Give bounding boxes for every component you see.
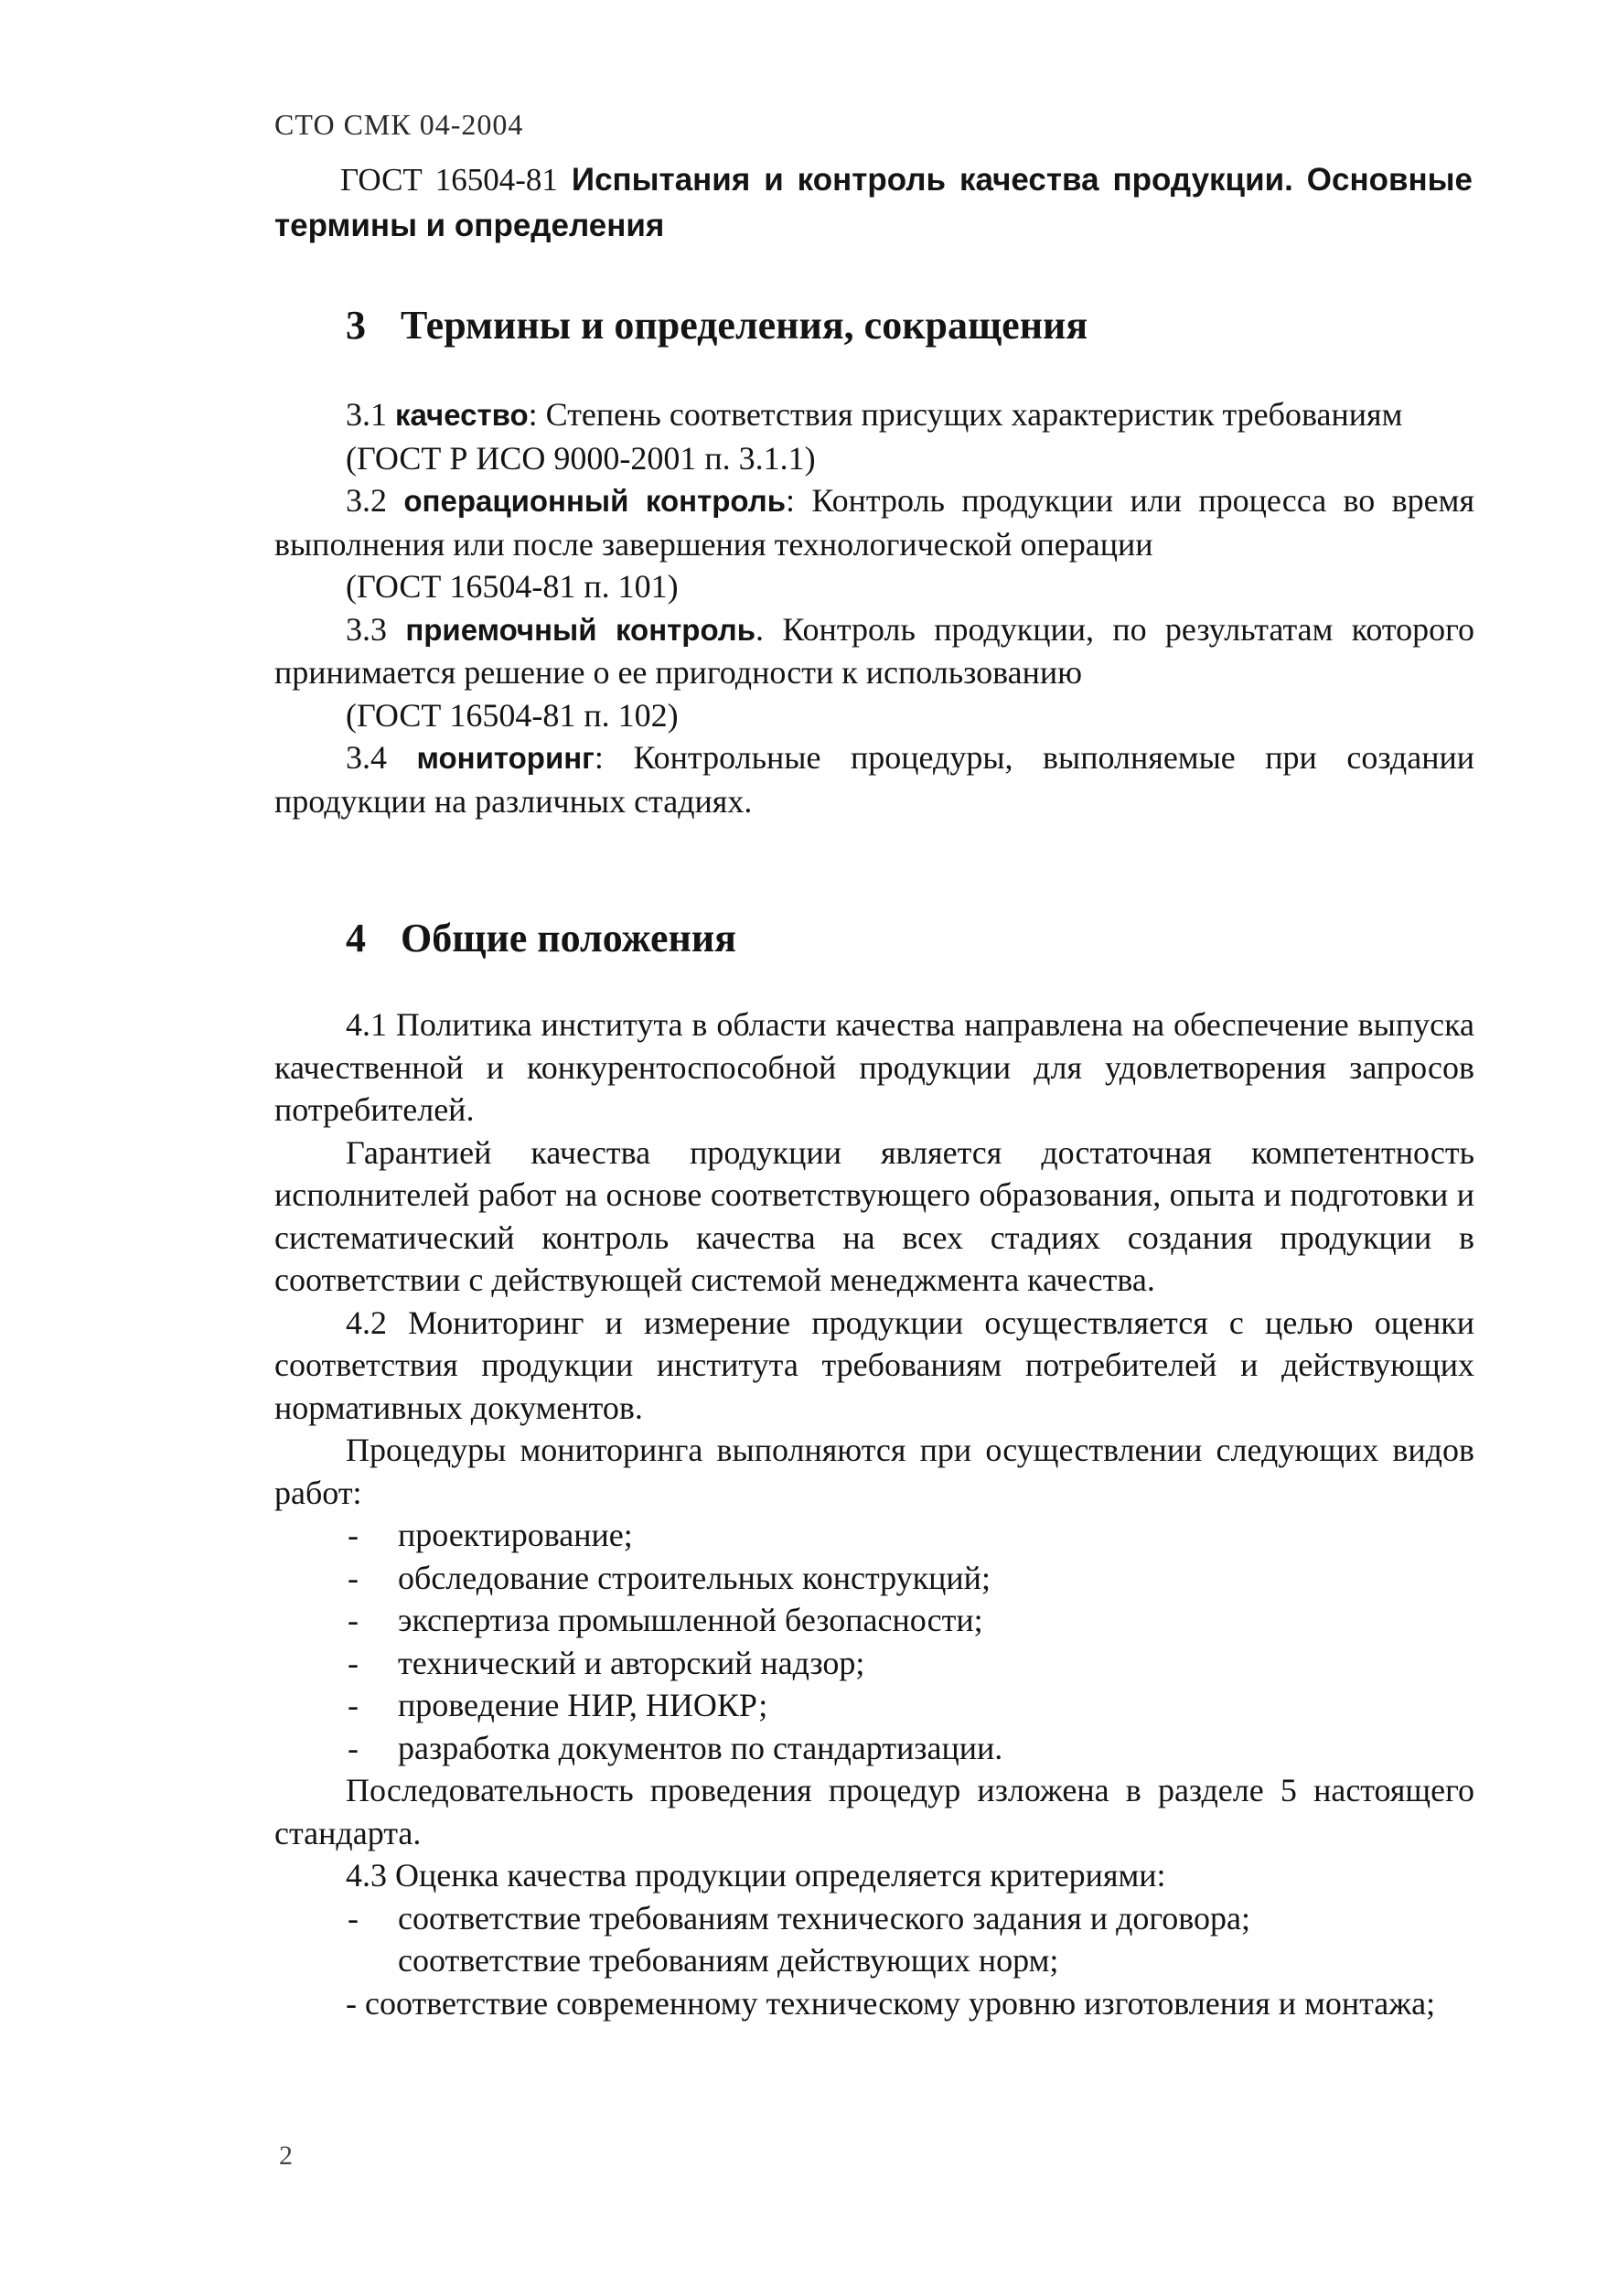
reference-title: Испытания и контроль качества продукции. Основные термины и определения xyxy=(274,162,1473,243)
section-3-terms xyxy=(274,393,1474,822)
paragraph-4-3: 4.3 Оценка качества продукции определяется критериями: xyxy=(346,1857,1166,1894)
list-item: - технический и авторский надзор; xyxy=(348,1644,865,1681)
term-3-4: 3.4 мониторинг: Контрольные процедуры, выполняемые при создании продукции на различных стадиях. xyxy=(274,739,1475,820)
paragraph-4-2: 4.2 Мониторинг и измерение продукции осуществляется с целью оценки соответствия продукции института требованиям потребителей и действующих нормативных документов. xyxy=(274,1304,1474,1426)
list-item: соответствие требованиям действующих норм; xyxy=(398,1942,1059,1979)
section-4-heading xyxy=(346,915,736,961)
list-item: - разработка документов по стандартизации. xyxy=(348,1729,1003,1766)
page-number: 2 xyxy=(279,2140,293,2171)
term-3-2: 3.2 операционный контроль: Контроль продукции или процесса во время выполнения или после завершения технологической операции xyxy=(274,482,1474,563)
section-4-body xyxy=(274,1003,1474,2024)
term-3-1: 3.1 качество: Степень соответствия присущих характеристик требованиям xyxy=(346,396,1403,433)
works-list xyxy=(274,1514,1474,1769)
term-3-1-source: (ГОСТ Р ИСО 9000-2001 п. 3.1.1) xyxy=(346,439,816,477)
section-4-number: 4 xyxy=(346,916,366,960)
term-3-3: 3.3 приемочный контроль. Контроль продукции, по результатам которого принимается решение о ее пригодности к использованию xyxy=(274,610,1474,691)
list-item: - проектирование; xyxy=(348,1517,633,1553)
section-3-heading xyxy=(346,302,1088,349)
term-3-3-source: (ГОСТ 16504-81 п. 102) xyxy=(346,696,679,734)
paragraph-4-1: 4.1 Политика института в области качества направлена на обеспечение выпуска качественной и конкурентоспособной продукции для удовлетворения запросов потребителей. xyxy=(274,1006,1474,1128)
reference-code: ГОСТ 16504-81 xyxy=(340,162,558,198)
section-3-title: Термины и определения, сокращения xyxy=(401,303,1088,348)
section-4-title: Общие положения xyxy=(401,916,736,960)
list-item: - обследование строительных конструкций; xyxy=(348,1559,991,1596)
paragraph-sequence: Последовательность проведения процедур изложена в разделе 5 настоящего стандарта. xyxy=(274,1772,1474,1851)
document-code: СТО СМК 04-2004 xyxy=(274,108,524,141)
term-3-2-source: (ГОСТ 16504-81 п. 101) xyxy=(346,568,679,605)
paragraph-procedures: Процедуры мониторинга выполняются при осуществлении следующих видов работ: xyxy=(274,1432,1474,1511)
section-3-number: 3 xyxy=(346,303,366,348)
list-item: - соответствие требованиям технического задания и договора; xyxy=(348,1899,1250,1937)
list-item: - экспертиза промышленной безопасности; xyxy=(348,1602,983,1638)
criteria-item-3: - соответствие современному техническому уровню изготовления и монтажа; xyxy=(346,1984,1436,2022)
list-item: - проведение НИР, НИОКР; xyxy=(348,1687,768,1723)
normative-reference xyxy=(274,157,1473,249)
criteria-list xyxy=(274,1897,1474,1982)
paragraph-guarantee: Гарантией качества продукции является достаточная компетентность исполнителей работ на основе соответствующего образования, опыта и подготовки и систематический контроль качества на всех стадиях создания продукции в соответствии с действующей системой менеджмента качества. xyxy=(274,1133,1474,1298)
